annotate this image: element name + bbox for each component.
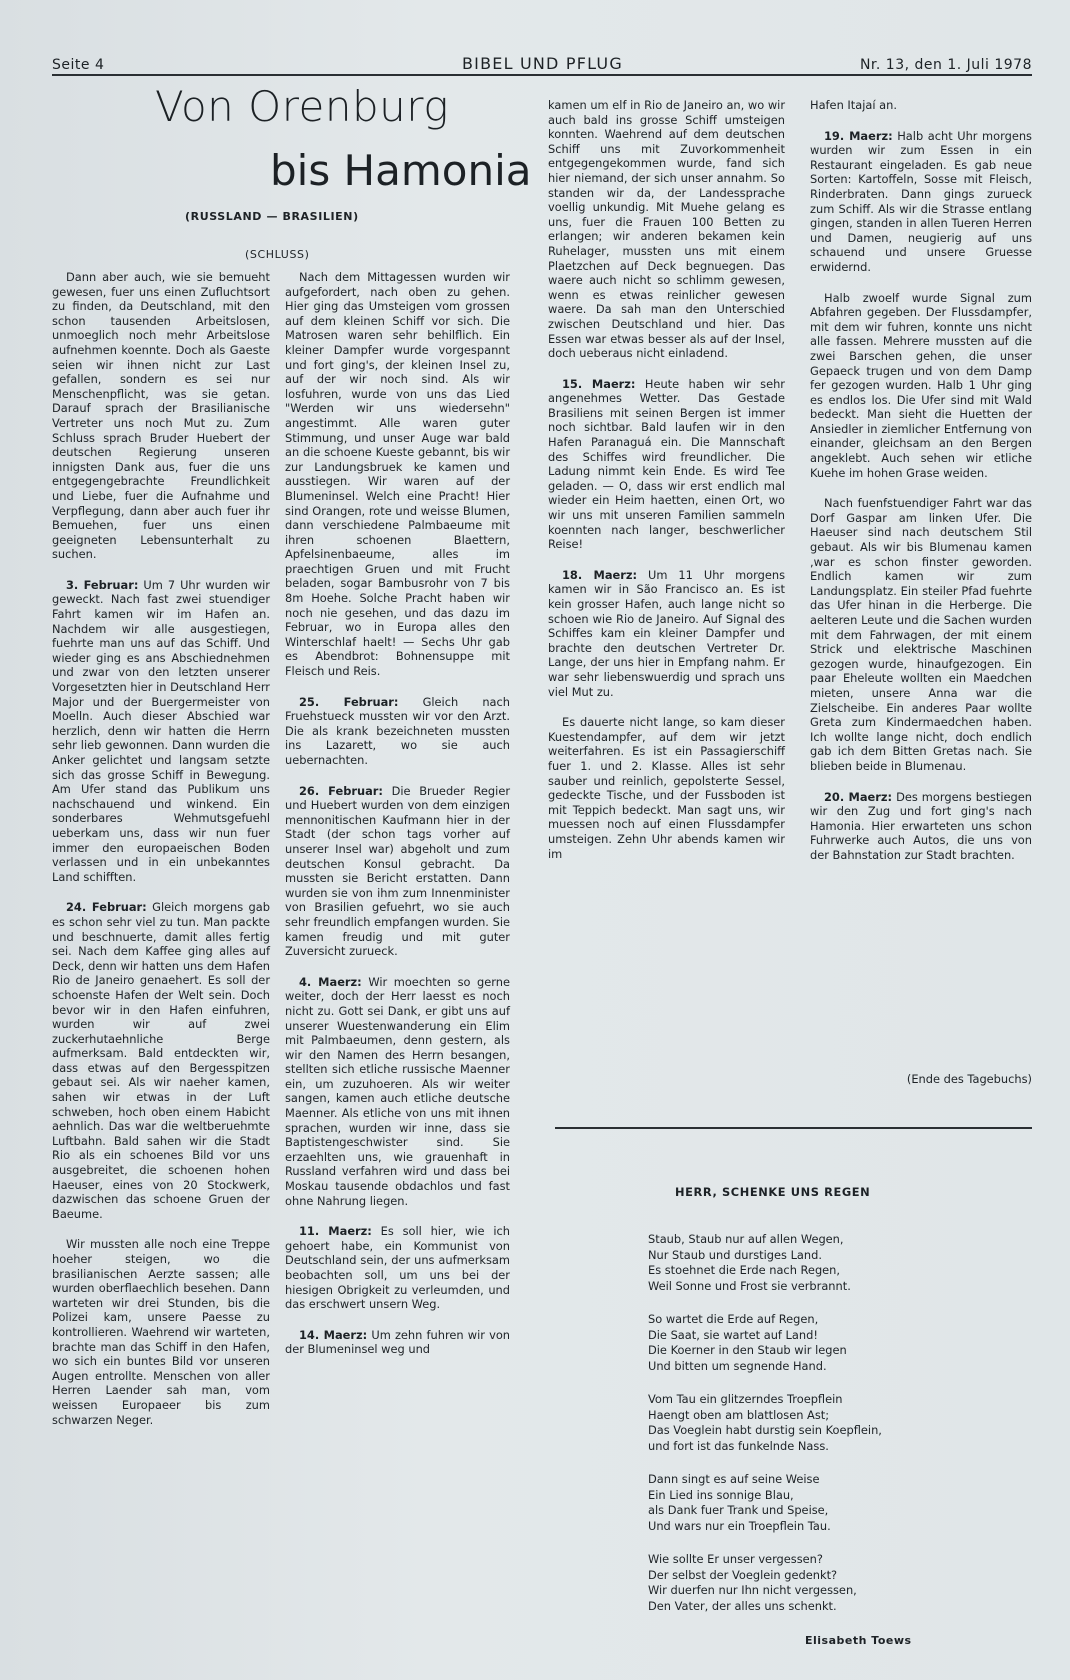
- page-header: [52, 52, 1032, 76]
- paragraph: 18. Maerz: Um 11 Uhr morgens kamen wir in São Francisco an. Es ist kein grosser Hafen, auch lange nicht so schoen wie Rio de Janeiro. Auf Signal des Schiffes kam ein kleiner Dampfer und brachte den deutschen Vertreter Dr. Lange, der uns hier in Empfang nahm. Er war sehr liebenswuerdig und sprach uns viel Mut zu.: [548, 567, 786, 699]
- paragraph: 3. Februar: Um 7 Uhr wurden wir geweckt. Nach fast zwei stuendiger Fahrt kamen wir im Hafen an. Nachdem wir alle ausgestiegen, fuehrte man uns auf das Schiff. Und wieder ging es ans Abschiednehmen und zwar von den letzten unserer Vorgesetzten hier in Deutschland Herr Major und der Buergermeister von Moelln. Auch dieser Abschied war herzlich, denn wir hatten die Herrn sehr lieb gewonnen. Dann wurden die Anker gelichtet und langsam setzte sich das grosse Schiff in Bewegung. Am Ufer stand das Publikum uns nachschauend und winkend. Ein sonderbares Wehmutsgefuehl ueberkam uns, dass wir nun fuer immer den europaeischen Boden verlassen und in ein unbekanntes Land schifften.: [52, 577, 270, 884]
- column-1: [52, 270, 270, 1443]
- poem-stanza: [648, 1312, 978, 1374]
- entry-date: 20. Maerz:: [824, 789, 893, 804]
- paragraph: Es dauerte nicht lange, so kam dieser Kuestendampfer, auf dem wir jetzt weiterfahren. Es ist ein Passagierschiff fuer 1. und 2. Klasse. Alles ist sehr sauber und reinlich, gepolsterte Sessel, gedeckte Tische, und der Fussboden ist mit Teppich bedeckt. Man sagt uns, wir muessen noch auf einen Flussdampfer umsteigen. Zehn Uhr abends kamen wir im: [548, 715, 785, 861]
- poem-line: Ein Lied ins sonnige Blau,: [648, 1487, 794, 1502]
- poem-line: Nur Staub und durstiges Land.: [648, 1247, 822, 1262]
- poem-line: und fort ist das funkelnde Nass.: [648, 1438, 829, 1453]
- paragraph: Hafen Itajaí an.: [810, 98, 897, 112]
- poem-line: Die Saat, sie wartet auf Land!: [648, 1327, 818, 1342]
- entry-date: 4. Maerz:: [299, 974, 362, 989]
- poem-title: HERR, SCHENKE UNS REGEN: [675, 1185, 871, 1199]
- paragraph: Nach fuenfstuendiger Fahrt war das Dorf Gaspar am linken Ufer. Die Haeuser sind nach deutschem Stil gebaut. Als wir bis Blumenau kamen ,war es schon finster geworden. Endlich kamen wir zum Landungsplatz. Ein steiler Pfad fuehrte das Ufer hinan in die Herberge. Die aelteren Leute und die Sachen wurden mit dem Fahrwagen, der mit einem Strick und elektrische Maschinen gezogen wurde, hinaufgezogen. Ein paar Eheleute wollten ein Maedchen mieten, unsere Anna war die Zielscheibe. Ein anderes Paar wollte Greta zum Kindermaedchen haben. Ich wollte lange nicht, doch endlich gab ich dem Bitten Gretas nach. Sie blieben beide in Blumenau.: [810, 496, 1032, 773]
- paragraph: Wir mussten alle noch eine Treppe hoeher steigen, wo die brasilianischen Aerzte sassen; alle wurden oberflaechlich besehen. Dann warteten wir drei Stunden, bis die Polizei kam, unsere Paesse zu kontrollieren. Waehrend wir warteten, brachte man das Schiff in den Hafen, wo sich ein buntes Bild vor unseren Augen entrollte. Menschen von aller Herren Laender sah man, vom weissen Europaeer bis zum schwarzen Neger.: [52, 1237, 270, 1427]
- publication-name: BIBEL UND PFLUG: [462, 54, 623, 73]
- entry-date: 3. Februar:: [66, 577, 139, 592]
- column-3: [548, 98, 785, 877]
- poem-line: Das Voeglein habt durstig sein Koepflein,: [648, 1423, 882, 1437]
- paragraph: Halb zwoelf wurde Signal zum Abfahren gegeben. Der Flussdampfer, mit dem wir fuhren, konnte uns nicht alle fassen. Mehrere mussten auf die zwei Barschen gehen, die unser Gepaeck trugen und von dem Damp fer gezogen wurden. Halb 1 Uhr ging es endlos los. Die Ufer sind mit Wald bedeckt. Man sieht die Huetten der Ansiedler in ziemlicher Entfernung von einander, gleichsam an den Bergen angeklebt. Auch sehen wir etliche Kuehe im hohen Grase weiden.: [810, 290, 1032, 480]
- poem-line: So wartet die Erde auf Regen,: [648, 1312, 819, 1326]
- poem-line: Und bitten um segnende Hand.: [648, 1358, 827, 1373]
- paragraph: 14. Maerz: Um zehn fuhren wir von der Blumeninsel weg und: [285, 1327, 511, 1357]
- poem-line: Wir duerfen nur Ihn nicht vergessen,: [648, 1583, 857, 1597]
- column-2: [285, 270, 510, 1373]
- article-subtitle: (RUSSLAND — BRASILIEN): [185, 210, 359, 223]
- poem-line: Der selbst der Voeglein gedenkt?: [648, 1567, 838, 1582]
- paragraph: 24. Februar: Gleich morgens gab es schon sehr viel zu tun. Man packte und beschnuerte, damit alles fertig sei. Nach dem Kaffee ging alles auf Deck, denn wir hatten uns dem Hafen Rio de Janeiro genaehert. Es soll der schoenste Hafen der Welt sein. Doch bevor wir in den Hafen einfuhren, wurden wir auf zwei zuckerhutaehnliche Berge aufmerksam. Bald entdeckten wir, dass etwas auf den Bergesspitzen gebaut sei. Als wir naeher kamen, sahen wir etwas in der Luft schweben, hoch oben einem Habicht aehnlich. Das war die weltberuehmte Luftbahn. Bald sahen wir die Stadt Rio als ein schoenes Bild vor uns ausgebreitet, die schoenen hohen Haeuser, eines von 20 Stockwerk, dazwischen das schoene Gruen der Baeume.: [52, 900, 270, 1221]
- poem-stanza: [648, 1472, 978, 1534]
- paragraph: 4. Maerz: Wir moechten so gerne weiter, doch der Herr laesst es noch nicht zu. Gott sei Dank, er gibt uns auf unserer Wuestenwanderung ein Elim mit Palmbaeumen, denn gestern, als wir den Namen des Herrn besangen, stellten sich etliche russische Maenner ein, um zuzuhoeren. Als wir weiter sangen, kamen auch etliche deutsche Maenner. Als etliche von uns mit ihnen sprachen, wurden wir inne, dass sie Baptistengeschwister sind. Sie erzaehlten uns, wie grauenhaft in Russland verfahren wird und dass bei Moskau tausende obdachlos und fast ohne Nahrung liegen.: [285, 974, 510, 1208]
- entry-date: 19. Maerz:: [824, 128, 893, 143]
- poem-line: Und wars nur ein Troepflein Tau.: [648, 1518, 831, 1533]
- poem-stanza: [648, 1392, 978, 1454]
- paragraph: 11. Maerz: Es soll hier, wie ich gehoert habe, ein Kommunist von Deutschland sein, der uns aufmerksam beobachten soll, um uns bei der hiesigen Obrigkeit zu verleumden, und das erschwert unsern Weg.: [285, 1224, 510, 1312]
- paragraph: 19. Maerz: Halb acht Uhr morgens wurden wir zum Essen in ein Restaurant eingeladen. Es gab neue Sorten: Kartoffeln, Sosse mit Fleisch, Rinderbraten. Dann gings zurueck zum Schiff. Als wir die Strasse entlang gingen, standen in allen Tueren Herren und Damen, neugierig auf uns schauend und unsere Gruesse erwidernd.: [810, 128, 1032, 274]
- header-rule: [52, 74, 1032, 76]
- entry-date: 26. Februar:: [299, 783, 383, 798]
- poem-line: Haengt oben am blattlosen Ast;: [648, 1407, 830, 1422]
- entry-date: 25. Februar:: [299, 694, 399, 709]
- entry-date: 14. Maerz:: [299, 1327, 368, 1342]
- article-continuation: (SCHLUSS): [245, 248, 310, 261]
- poem-line: Die Koerner in den Staub wir legen: [648, 1343, 847, 1357]
- end-of-diary-note: (Ende des Tagebuchs): [906, 1072, 1032, 1086]
- poem-stanza: [648, 1232, 978, 1294]
- paragraph: Nach dem Mittagessen wurden wir aufgefordert, nach oben zu gehen. Hier ging das Umsteigen vom grossen auf dem kleinen Schiff vor sich. Die Matrosen waren sehr behilflich. Ein kleiner Dampfer wurde vorgespannt und fort ging's, der kleinen Insel zu, auf der wir noch sind. Als wir losfuhren, wurde von uns das Lied "Werden wir uns wiedersehn" angestimmt. Alle waren guter Stimmung, und unser Auge war bald an die schoene Kueste gebannt, bis wir zur Landungsbruek ke kamen und ausstiegen. Wir waren auf der Blumeninsel. Welch eine Pracht! Hier sind Orangen, rote und weisse Blumen, dann verschiedene Palmbaeume mit ihren schoenen Blaettern, Apfelsinenbaeume, alles im praechtigen Gruen und mit Frucht beladen, sogar Bambusrohr von 7 bis 8m Hoehe. Solche Pracht haben wir noch nie gesehen, und das dazu im Februar, wo in Europa alles den Winterschlaf haelt! — Sechs Uhr gab es Abendbrot: Bohnensuppe mit Fleisch und Reis.: [285, 270, 510, 679]
- poem-author: Elisabeth Toews: [805, 1634, 912, 1647]
- poem-line: als Dank fuer Trank und Speise,: [648, 1503, 829, 1517]
- page-number: Seite 4: [52, 57, 105, 73]
- poem-line: Den Vater, der alles uns schenkt.: [648, 1598, 837, 1613]
- section-divider: [555, 1127, 1032, 1129]
- poem-stanza: [648, 1552, 978, 1614]
- poem-line: Wie sollte Er unser vergessen?: [648, 1552, 823, 1566]
- paragraph: 25. Februar: Gleich nach Fruehstueck mussten wir vor den Arzt. Die als krank bezeichneten mussten ins Lazarett, wo sie auch uebernachten.: [285, 694, 511, 767]
- poem-line: Staub, Staub nur auf allen Wegen,: [648, 1232, 844, 1246]
- issue-date: Nr. 13, den 1. Juli 1978: [859, 57, 1032, 73]
- entry-date: 18. Maerz:: [562, 567, 638, 582]
- poem-line: Es stoehnet die Erde nach Regen,: [648, 1263, 841, 1277]
- article-title-line1: Von Orenburg: [155, 82, 450, 131]
- poem-line: Weil Sonne und Frost sie verbrannt.: [648, 1278, 851, 1293]
- article-title-line2: bis Hamonia: [270, 146, 532, 195]
- entry-date: 11. Maerz:: [299, 1224, 372, 1239]
- paragraph: kamen um elf in Rio de Janeiro an, wo wir auch bald ins grosse Schiff umsteigen konnten. Waehrend auf dem deutschen Schiff uns mit Zuvorkommenheit entgegengekommen wurde, fand sich hier niemand, der sich unser annahm. So standen wir da, der Landessprache voellig unkundig. Mit Muehe gelang es uns, fuer die Frauen 100 Betten zu erlangen; wir anderen bekamen kein Ruhelager, mussten uns mit einem Plaetzchen auf Deck begnuegen. Das waere auch nicht so schlimm gewesen, wenn es etwas reinlicher gewesen waere. Da sah man den Unterschied zwischen Deutschland und hier. Das Essen war etwas besser als auf der Insel, doch ueberaus nicht einladend.: [548, 98, 785, 361]
- poem-line: Dann singt es auf seine Weise: [648, 1472, 820, 1486]
- paragraph: 20. Maerz: Des morgens bestiegen wir den Zug und fort ging's nach Hamonia. Hier erwarteten uns schon Fuhrwerke auch Autos, die uns von der Bahnstation zur Stadt brachten.: [810, 789, 1032, 862]
- paragraph: Dann aber auch, wie sie bemueht gewesen, fuer uns einen Zufluchtsort zu finden, da Deutschland, mit den schon tausenden Arbeitslosen, unmoeglich noch mehr Arbeitslose aufnehmen koennte. Doch als Gaeste seien wir ihnen nicht zur Last gefallen, sondern es sei nur Menschenpflicht, was sie getan. Darauf sprach der Brasilianische Vertreter uns noch Mut zu. Zum Schluss sprach Bruder Huebert der deutschen Regierung unseren innigsten Dank aus, fuer die uns entgegengebrachte Freundlichkeit und Liebe, fuer die Aufnahme und Verpflegung, dann aber auch fuer ihr Bemuehen, fuer uns einen geeigneten Lebensunterhalt zu suchen.: [52, 270, 270, 562]
- column-4: [810, 98, 1032, 879]
- poem-line: Vom Tau ein glitzerndes Troepflein: [648, 1392, 843, 1406]
- paragraph: 15. Maerz: Heute haben wir sehr angenehmes Wetter. Das Gestade Brasiliens mit seinen Bergen ist immer noch sichtbar. Bald laufen wir in den Hafen Paranaguá ein. Die Mannschaft des Schiffes wird freundlicher. Die Ladung nimmt kein Ende. Es wird Tee geladen. — O, dass wir erst endlich mal wieder ein Heim haetten, einen Ort, wo wir uns mit unseren Familien sammeln koennten nach langer, beschwerlicher Reise!: [548, 376, 785, 552]
- entry-date: 24. Februar:: [66, 900, 147, 915]
- entry-date: 15. Maerz:: [562, 376, 636, 391]
- paragraph: 26. Februar: Die Brueder Regier und Huebert wurden von dem einzigen mennonitischen Kaufmann hier in der Stadt (der schon tags vorher auf unserer Insel war) abgeholt und zum deutschen Konsul gebracht. Da mussten sie Bericht erstatten. Dann wurden sie von ihm zum Innenminister von Brasilien gefuehrt, wo sie auch sehr freundlich empfangen wurden. Sie kamen freudig und mit guter Zuversicht zurueck.: [285, 783, 511, 959]
- poem: [648, 1232, 978, 1632]
